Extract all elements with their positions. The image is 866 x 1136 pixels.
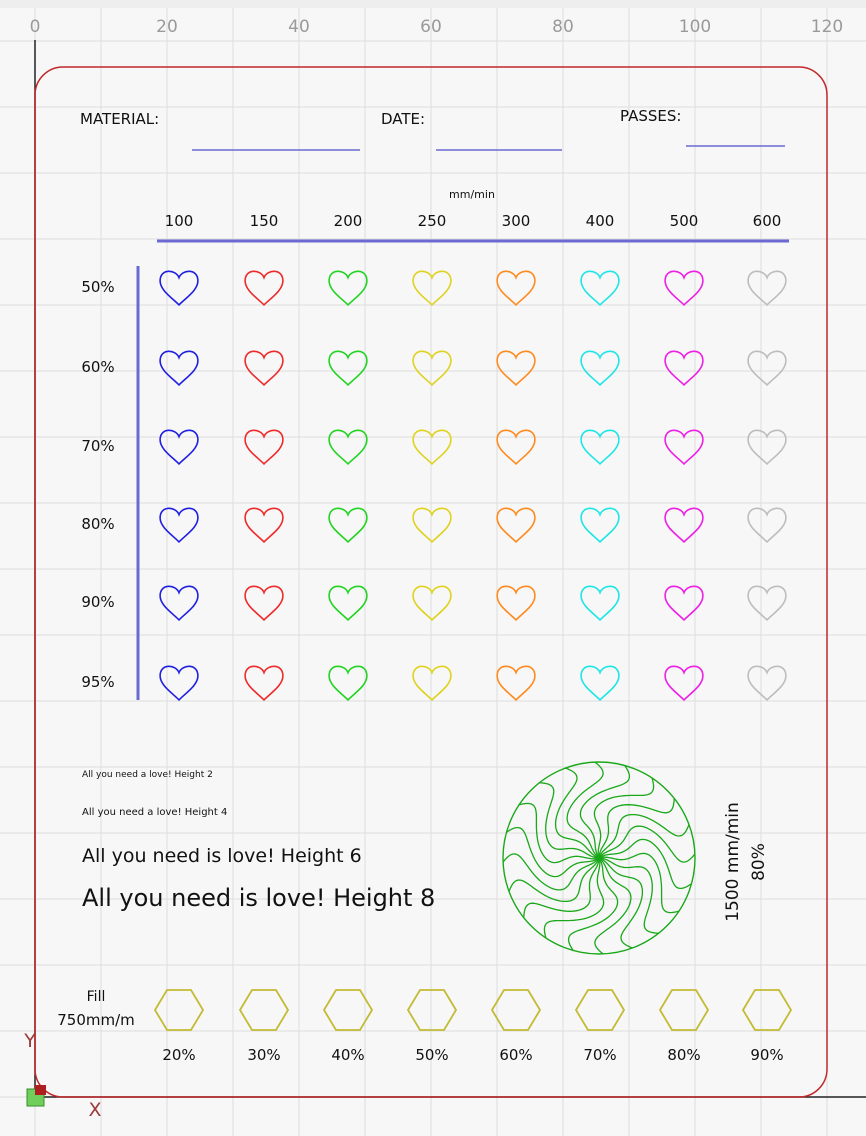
fill-percent-label: 30% [247, 1046, 281, 1064]
ruler-tick-label: 60 [420, 17, 442, 37]
fill-percent-label: 40% [331, 1046, 365, 1064]
text-sample-height-4: All you need a love! Height 4 [82, 807, 228, 818]
ruler-tick-label: 100 [678, 17, 712, 37]
fill-percent-label: 90% [750, 1046, 784, 1064]
fill-label: Fill [86, 989, 106, 1005]
speed-label: 400 [585, 212, 615, 230]
x-axis-label: X [88, 1099, 102, 1121]
speed-label: 250 [417, 212, 447, 230]
ruler-tick-label: 0 [29, 17, 41, 37]
fill-speed-label: 750mm/m [57, 1011, 135, 1029]
spiral-speed-label: 1500 mm/min [723, 802, 743, 922]
fill-percent-label: 80% [667, 1046, 701, 1064]
text-sample-height-8: All you need is love! Height 8 [82, 884, 436, 912]
ruler-tick-label: 20 [156, 17, 178, 37]
speed-label: 500 [669, 212, 699, 230]
ruler-tick-label: 40 [288, 17, 310, 37]
origin-marker-corner [35, 1085, 46, 1095]
fill-percent-label: 20% [162, 1046, 196, 1064]
spiral-power-label: 80% [749, 843, 769, 881]
speed-label: 100 [164, 212, 194, 230]
power-label: 60% [81, 358, 115, 376]
material-label: MATERIAL: [80, 110, 160, 128]
speed-unit-label: mm/min [449, 188, 495, 201]
speed-label: 150 [249, 212, 279, 230]
ruler-tick-label: 80 [552, 17, 574, 37]
speed-label: 300 [501, 212, 531, 230]
power-label: 95% [81, 673, 115, 691]
power-label: 50% [81, 278, 115, 296]
passes-label: PASSES: [620, 107, 682, 125]
ruler-strip [0, 0, 866, 8]
power-label: 80% [81, 515, 115, 533]
ruler-tick-label: 120 [810, 17, 844, 37]
date-label: DATE: [381, 110, 426, 128]
text-sample-height-2: All you need a love! Height 2 [82, 770, 213, 780]
y-axis-label: Y [24, 1030, 36, 1052]
speed-label: 200 [333, 212, 363, 230]
text-sample-height-6: All you need is love! Height 6 [82, 845, 362, 867]
fill-percent-label: 60% [499, 1046, 533, 1064]
speed-label: 600 [752, 212, 782, 230]
power-label: 90% [81, 593, 115, 611]
fill-percent-label: 70% [583, 1046, 617, 1064]
power-label: 70% [81, 437, 115, 455]
fill-percent-label: 50% [415, 1046, 449, 1064]
